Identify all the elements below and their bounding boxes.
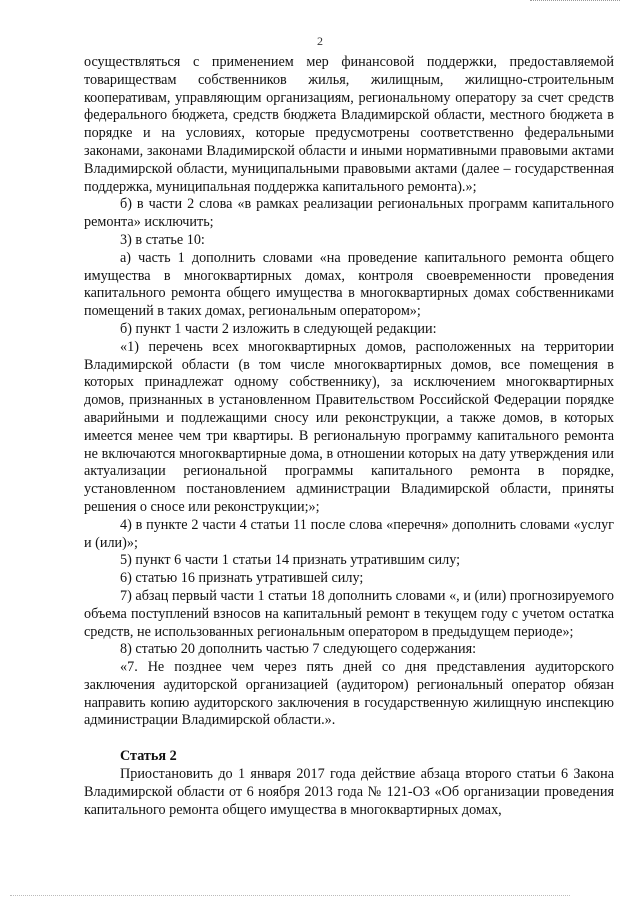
paragraph-item-3: 3) в статье 10: [120, 231, 205, 248]
paragraph-item-8: 8) статью 20 дополнить частью 7 следующего содержания: [120, 641, 477, 658]
document-body [84, 54, 614, 819]
paragraph-quote-1: «1) перечень всех многоквартирных домов, расположенных на территории Владимирской области (в том числе многоквартирных домов, все помещения в которых принадлежат одному собственнику), за исключением многоквартирных домов, признанных в установленном Правительством Российской Федерации порядке аварийными и подлежащими сносу или реконструкции, а также домов, в которых имеется менее чем три квартиры. В региональную программу капитального ремонта не включаются многоквартирные дома, в отношении которых на дату утверждения или актуализации региональной программы капитального ремонта в порядке, установленном постановлением администрации Владимирской области, приняты решения о сносе или реконструкции;»; [84, 338, 614, 515]
paragraph-item-5: 5) пункт 6 части 1 статьи 14 признать утратившим силу; [120, 552, 461, 569]
paragraph-item-7: 7) абзац первый части 1 статьи 18 дополнить словами «, и (или) прогнозируемого объема поступлений взносов на капитальный ремонт в текущем году с учетом остатка средств, не использованных региональным оператором в предыдущем периоде»; [84, 587, 614, 640]
paragraph-item-b: б) пункт 1 части 2 изложить в следующей редакции: [120, 320, 437, 337]
page-number: 2 [317, 34, 323, 48]
scan-edge-mark-bottom [10, 895, 570, 897]
paragraph-article-2: Приостановить до 1 января 2017 года действие абзаца второго статьи 6 Закона Владимирской области от 6 ноября 2013 года № 121-ОЗ «Об организации проведения капитального ремонта общего имущества в многоквартирных домах, [84, 766, 614, 818]
paragraph-item-6: 6) статью 16 признать утратившей силу; [120, 570, 364, 587]
paragraph-item-a: а) часть 1 дополнить словами «на проведение капитального ремонта общего имущества в многоквартирных домах, контроля своевременности проведения капитального ремонта общего имущества в многоквартирных домах собственниками помещений в таких домах, региональным оператором»; [84, 249, 614, 320]
paragraph-item-4: 4) в пункте 2 части 4 статьи 11 после слова «перечня» дополнить словами «услуг и (или)»; [84, 516, 614, 551]
article-heading: Статья 2 [120, 748, 177, 765]
scan-edge-mark [530, 0, 620, 3]
paragraph-item-b-part2: б) в части 2 слова «в рамках реализации региональных программ капитального ремонта» исключить; [84, 196, 614, 231]
paragraph-continuation: осуществляться с применением мер финансовой поддержки, предоставляемой товариществам собственников жилья, жилищным, жилищно-строительным кооперативам, управляющим организациям, региональному оператору за счет средств федерального бюджета, средств бюджета Владимирской области, местного бюджета в порядке и на условиях, которые предусмотрены соответственно федеральными законами, законами Владимирской области и иными нормативными правовыми актами Владимирской области, муниципальными правовыми актами (далее – государственная поддержка, муниципальная поддержка капитального ремонта).»; [84, 54, 614, 195]
paragraph-quote-7: «7. Не позднее чем через пять дней со дня представления аудиторского заключения аудиторской организацией (аудитором) региональный оператор обязан направить копию аудиторского заключения в государственную жилищную инспекцию администрации Владимирской области.». [84, 659, 614, 729]
